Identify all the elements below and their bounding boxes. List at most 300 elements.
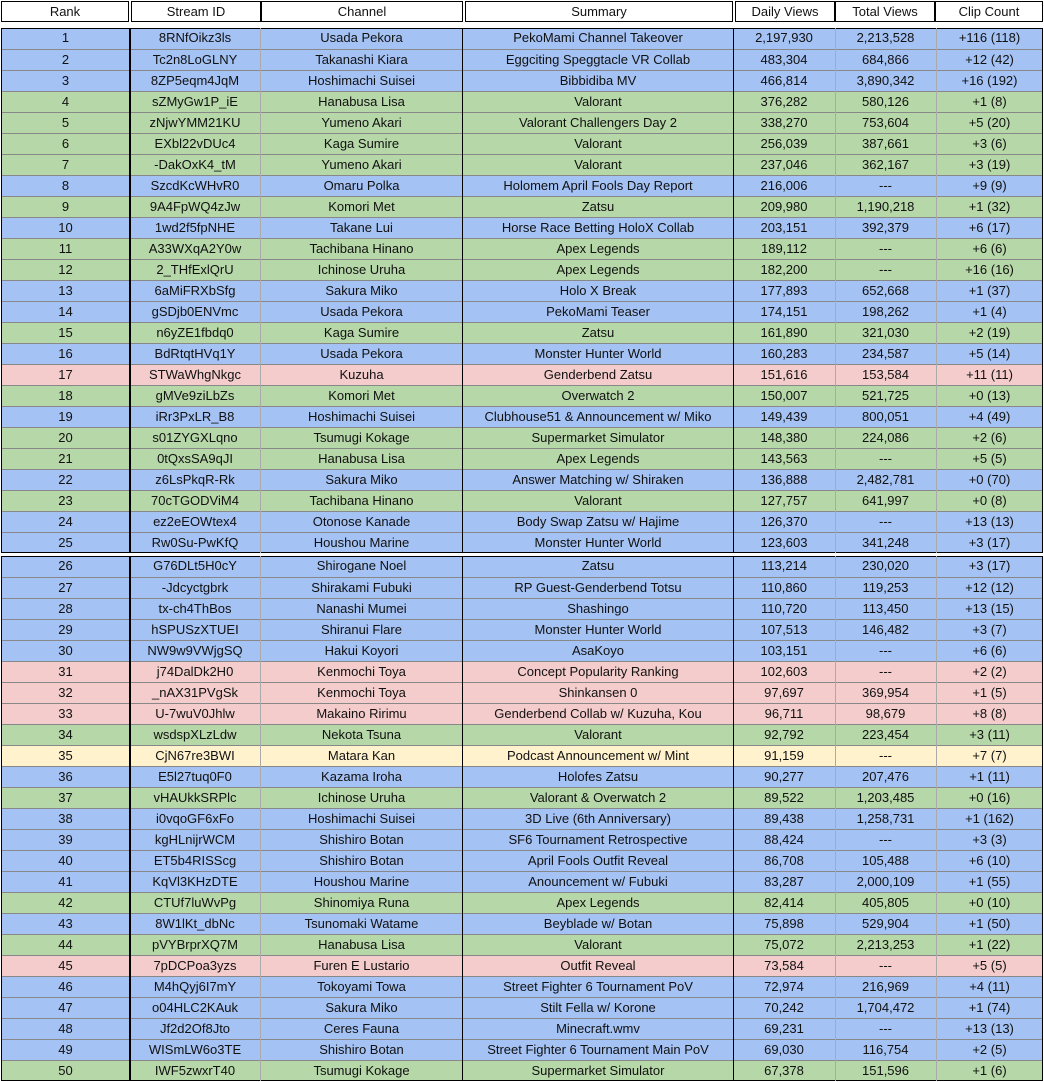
header-clip-count[interactable]: Clip Count [935, 1, 1043, 22]
table-row[interactable] [1, 343, 1043, 364]
summary-cell: SF6 Tournament Retrospective [508, 832, 688, 847]
rank-cell: 43 [58, 916, 73, 931]
rank-cell: 10 [58, 220, 73, 235]
summary-cell: PekoMami Teaser [546, 304, 650, 319]
table-row[interactable] [1, 808, 1043, 829]
clip-count-cell: +7 (7) [972, 748, 1007, 763]
daily-views-cell: 88,424 [764, 832, 804, 847]
clip-count-cell: +2 (5) [972, 1042, 1007, 1057]
channel-cell: Shirogane Noel [316, 558, 407, 573]
column-divider [936, 556, 937, 1081]
daily-views-cell: 107,513 [760, 622, 808, 637]
table-row[interactable] [1, 175, 1043, 196]
channel-cell: Furen E Lustario [313, 958, 410, 973]
daily-views-cell: 72,974 [764, 979, 804, 994]
clip-count-cell: +0 (16) [968, 790, 1011, 805]
summary-cell: RP Guest-Genderbend Totsu [514, 580, 682, 595]
table-row[interactable] [1, 619, 1043, 640]
daily-views-cell: 376,282 [760, 94, 808, 109]
channel-cell: Nanashi Mumei [316, 601, 407, 616]
table-row[interactable] [1, 682, 1043, 703]
table-row[interactable] [1, 745, 1043, 766]
stream-id-cell: pVYBrprXQ7M [152, 937, 238, 952]
rank-cell: 4 [61, 94, 70, 109]
stream-id-cell: KqVl3KHzDTE [152, 874, 238, 889]
channel-cell: Omaru Polka [323, 178, 400, 193]
clip-count-cell: +13 (15) [965, 601, 1014, 616]
stream-id-cell: kgHLnijrWCM [154, 832, 236, 847]
header-total-views[interactable]: Total Views [835, 1, 935, 22]
stream-id-cell: hSPUSzXTUEI [151, 622, 239, 637]
total-views-cell: 224,086 [862, 430, 909, 445]
daily-views-cell: 338,270 [760, 115, 808, 130]
summary-cell: Answer Matching w/ Shiraken [512, 472, 684, 487]
header-stream-id[interactable]: Stream ID [131, 1, 261, 22]
column-divider [835, 28, 836, 553]
rank-cell: 41 [58, 874, 73, 889]
table-row[interactable] [1, 427, 1043, 448]
channel-cell: Tokoyami Towa [317, 979, 406, 994]
table-row[interactable] [1, 112, 1043, 133]
total-views-cell: --- [879, 1021, 892, 1036]
total-views-cell: 151,596 [862, 1063, 909, 1078]
total-views-cell: 392,379 [862, 220, 909, 235]
daily-views-cell: 161,890 [760, 325, 808, 340]
stream-id-cell: zNjwYMM21KU [149, 115, 241, 130]
clip-count-cell: +0 (70) [968, 472, 1011, 487]
rank-cell: 46 [58, 979, 73, 994]
table-row[interactable] [1, 577, 1043, 598]
column-divider [260, 28, 261, 553]
daily-views-cell: 69,030 [764, 1042, 804, 1057]
clip-count-cell: +3 (11) [969, 727, 1010, 742]
daily-views-cell: 151,616 [760, 367, 808, 382]
header-rank[interactable]: Rank [1, 1, 129, 22]
daily-views-cell: 89,438 [764, 811, 804, 826]
table-row[interactable] [1, 934, 1043, 955]
summary-cell: Apex Legends [556, 262, 640, 277]
table-row[interactable] [1, 154, 1043, 175]
channel-cell: Kuzuha [339, 367, 384, 382]
total-views-cell: 521,725 [862, 388, 909, 403]
rank-cell: 44 [58, 937, 73, 952]
rank-cell: 13 [58, 283, 73, 298]
clip-count-cell: +1 (162) [965, 811, 1014, 826]
table-row[interactable] [1, 976, 1043, 997]
summary-cell: Valorant Challengers Day 2 [518, 115, 677, 130]
summary-cell: Monster Hunter World [534, 535, 662, 550]
rank-cell: 49 [58, 1042, 73, 1057]
stream-id-cell: 6aMiFRXbSfg [154, 283, 236, 298]
clip-count-cell: +0 (8) [972, 493, 1007, 508]
daily-views-cell: 209,980 [760, 199, 808, 214]
stream-id-cell: M4hQyj6I7mY [153, 979, 237, 994]
rank-cell: 20 [58, 430, 73, 445]
rank-cell: 16 [58, 346, 73, 361]
table-row[interactable] [1, 850, 1043, 871]
daily-views-cell: 466,814 [760, 73, 808, 88]
summary-cell: Concept Popularity Ranking [517, 664, 679, 679]
stream-id-cell: NW9w9VWjgSQ [147, 643, 243, 658]
channel-cell: Hanabusa Lisa [318, 451, 405, 466]
total-views-cell: 119,253 [862, 580, 909, 595]
table-row[interactable] [1, 406, 1043, 427]
channel-cell: Sakura Miko [325, 283, 398, 298]
stream-id-cell: -DakOxK4_tM [154, 157, 236, 172]
table-row[interactable] [1, 766, 1043, 787]
rank-cell: 9 [61, 199, 70, 214]
channel-cell: Tsumugi Kokage [313, 430, 410, 445]
daily-views-cell: 2,197,930 [755, 30, 813, 45]
channel-cell: Shishiro Botan [319, 853, 404, 868]
table-row[interactable] [1, 1060, 1043, 1081]
summary-cell: Clubhouse51 & Announcement w/ Miko [484, 409, 712, 424]
rank-cell: 33 [58, 706, 73, 721]
channel-cell: Sakura Miko [325, 472, 398, 487]
channel-cell: Matara Kan [327, 748, 396, 763]
stream-id-cell: ET5b4RISScg [153, 853, 237, 868]
table-row[interactable] [1, 1039, 1043, 1060]
rank-cell: 22 [58, 472, 73, 487]
total-views-cell: 98,679 [865, 706, 906, 721]
table-row[interactable] [1, 556, 1043, 577]
table-row[interactable] [1, 196, 1043, 217]
daily-views-cell: 82,414 [764, 895, 804, 910]
channel-cell: Hakui Koyori [324, 643, 399, 658]
daily-views-cell: 126,370 [760, 514, 808, 529]
channel-cell: Tachibana Hinano [309, 493, 414, 508]
table-row[interactable] [1, 913, 1043, 934]
daily-views-cell: 103,151 [760, 643, 808, 658]
clip-count-cell: +9 (9) [972, 178, 1007, 193]
summary-cell: Body Swap Zatsu w/ Hajime [516, 514, 680, 529]
clip-count-cell: +12 (42) [965, 52, 1014, 67]
channel-cell: Ichinose Uruha [317, 790, 406, 805]
daily-views-cell: 203,151 [760, 220, 808, 235]
daily-views-cell: 123,603 [760, 535, 808, 550]
total-views-cell: 2,482,781 [856, 472, 915, 487]
summary-cell: Anouncement w/ Fubuki [528, 874, 668, 889]
rank-cell: 18 [58, 388, 73, 403]
rank-cell: 8 [61, 178, 70, 193]
clip-count-cell: +1 (11) [969, 769, 1010, 784]
rank-cell: 3 [61, 73, 70, 88]
daily-views-cell: 113,214 [760, 558, 808, 573]
rank-cell: 32 [58, 685, 73, 700]
channel-cell: Shirakami Fubuki [311, 580, 412, 595]
stream-id-cell: WISmLW6o3TE [148, 1042, 242, 1057]
stream-id-cell: i0vqoGF6xFo [155, 811, 235, 826]
table-row[interactable] [1, 532, 1043, 553]
stream-id-cell: _nAX31PVgSk [151, 685, 238, 700]
summary-cell: Genderbend Zatsu [543, 367, 653, 382]
summary-cell: Zatsu [581, 325, 615, 340]
summary-cell: Minecraft.wmv [556, 1021, 640, 1036]
stream-id-cell: iRr3PxLR_B8 [155, 409, 235, 424]
clip-count-cell: +13 (13) [965, 1021, 1014, 1036]
channel-cell: Ceres Fauna [323, 1021, 400, 1036]
clip-count-cell: +4 (49) [968, 409, 1011, 424]
rank-cell: 12 [58, 262, 73, 277]
stream-id-cell: z6LsPkqR-Rk [155, 472, 235, 487]
total-views-cell: --- [879, 262, 892, 277]
clip-count-cell: +1 (55) [968, 874, 1011, 889]
stream-id-cell: 2_THfExlQrU [156, 262, 234, 277]
table-row[interactable] [1, 259, 1043, 280]
total-views-cell: 529,904 [862, 916, 909, 931]
stream-id-cell: -Jdcyctgbrk [161, 580, 229, 595]
channel-cell: Takane Lui [330, 220, 393, 235]
total-views-cell: 1,258,731 [856, 811, 915, 826]
summary-cell: Apex Legends [556, 895, 640, 910]
channel-cell: Tsumugi Kokage [313, 1063, 410, 1078]
table-row[interactable] [1, 217, 1043, 238]
total-views-cell: --- [879, 748, 892, 763]
table-row[interactable] [1, 490, 1043, 511]
summary-cell: Valorant [574, 94, 622, 109]
stream-id-cell: gMVe9ziLbZs [155, 388, 235, 403]
table-row[interactable] [1, 364, 1043, 385]
total-views-cell: --- [879, 178, 892, 193]
stream-id-cell: Jf2d2Of8Jto [159, 1021, 231, 1036]
table-row[interactable] [1, 955, 1043, 976]
table-row[interactable] [1, 448, 1043, 469]
summary-cell: Overwatch 2 [561, 388, 635, 403]
summary-cell: Outfit Reveal [560, 958, 636, 973]
rank-cell: 40 [58, 853, 73, 868]
daily-views-cell: 136,888 [760, 472, 808, 487]
summary-cell: Horse Race Betting HoloX Collab [501, 220, 695, 235]
summary-cell: Valorant & Overwatch 2 [529, 790, 667, 805]
summary-cell: Zatsu [581, 199, 615, 214]
stream-id-cell: tx-ch4ThBos [158, 601, 232, 616]
table-row[interactable] [1, 322, 1043, 343]
channel-cell: Hoshimachi Suisei [308, 409, 415, 424]
table-section-ranks-1-25 [1, 28, 1043, 553]
daily-views-cell: 110,860 [760, 580, 808, 595]
clip-count-cell: +1 (5) [972, 685, 1007, 700]
summary-cell: Bibbidiba MV [559, 73, 637, 88]
total-views-cell: 153,584 [862, 367, 909, 382]
daily-views-cell: 73,584 [764, 958, 804, 973]
stream-id-cell: 70cTGODViM4 [151, 493, 239, 508]
table-row[interactable] [1, 133, 1043, 154]
clip-count-cell: +5 (5) [972, 958, 1007, 973]
rank-cell: 27 [58, 580, 73, 595]
total-views-cell: 362,167 [862, 157, 909, 172]
total-views-cell: 207,476 [862, 769, 909, 784]
summary-cell: Valorant [574, 157, 622, 172]
clip-count-cell: +5 (20) [968, 115, 1011, 130]
stream-id-cell: ez2eEOWtex4 [153, 514, 237, 529]
table-row[interactable] [1, 238, 1043, 259]
table-row[interactable] [1, 385, 1043, 406]
table-row[interactable] [1, 640, 1043, 661]
total-views-cell: 321,030 [862, 325, 909, 340]
rank-cell: 50 [58, 1063, 73, 1078]
total-views-cell: 113,450 [862, 601, 909, 616]
total-views-cell: 405,805 [862, 895, 909, 910]
total-views-cell: 341,248 [862, 535, 909, 550]
clip-count-cell: +3 (7) [972, 622, 1007, 637]
table-row[interactable] [1, 724, 1043, 745]
total-views-cell: 2,213,253 [856, 937, 915, 952]
rank-cell: 7 [61, 157, 70, 172]
rank-cell: 42 [58, 895, 73, 910]
daily-views-cell: 92,792 [764, 727, 804, 742]
clip-count-cell: +12 (12) [965, 580, 1014, 595]
table-row[interactable] [1, 703, 1043, 724]
header-channel[interactable]: Channel [261, 1, 463, 22]
daily-views-cell: 110,720 [760, 601, 808, 616]
channel-cell: Hoshimachi Suisei [308, 811, 415, 826]
table-row[interactable] [1, 49, 1043, 70]
total-views-cell: 580,126 [862, 94, 909, 109]
stream-id-cell: IWF5zwxrT40 [154, 1063, 236, 1078]
daily-views-cell: 102,603 [760, 664, 808, 679]
table-row[interactable] [1, 598, 1043, 619]
header-summary[interactable]: Summary [465, 1, 733, 22]
daily-views-cell: 483,304 [760, 52, 808, 67]
channel-cell: Hoshimachi Suisei [308, 73, 415, 88]
stream-id-cell: 8W1lKt_dbNc [155, 916, 235, 931]
table-row[interactable] [1, 829, 1043, 850]
summary-cell: Holofes Zatsu [557, 769, 639, 784]
stream-id-cell: 8ZP5eqm4JqM [150, 73, 240, 88]
total-views-cell: --- [879, 958, 892, 973]
column-divider [835, 556, 836, 1081]
table-row[interactable] [1, 511, 1043, 532]
clip-count-cell: +6 (6) [972, 241, 1007, 256]
header-daily-views[interactable]: Daily Views [735, 1, 835, 22]
channel-cell: Usada Pekora [320, 304, 403, 319]
table-row[interactable] [1, 91, 1043, 112]
table-row[interactable] [1, 787, 1043, 808]
clip-count-cell: +2 (2) [972, 664, 1007, 679]
channel-cell: Tsunomaki Watame [304, 916, 419, 931]
daily-views-cell: 75,072 [764, 937, 804, 952]
rank-cell: 1 [61, 30, 70, 45]
clip-count-cell: +3 (17) [968, 535, 1011, 550]
clip-count-cell: +1 (32) [968, 199, 1011, 214]
daily-views-cell: 256,039 [760, 136, 808, 151]
total-views-cell: 105,488 [862, 853, 909, 868]
rank-cell: 15 [58, 325, 73, 340]
summary-cell: Podcast Announcement w/ Mint [506, 748, 690, 763]
daily-views-cell: 182,200 [760, 262, 808, 277]
rank-cell: 6 [61, 136, 70, 151]
total-views-cell: 387,661 [862, 136, 909, 151]
clip-count-cell: +1 (6) [972, 1063, 1007, 1078]
stream-id-cell: BdRtqtHVq1Y [154, 346, 236, 361]
summary-cell: Supermarket Simulator [531, 430, 665, 445]
summary-cell: 3D Live (6th Anniversary) [525, 811, 671, 826]
clip-count-cell: +6 (17) [968, 220, 1011, 235]
stream-id-cell: 9A4FpWQ4zJw [149, 199, 241, 214]
summary-cell: Supermarket Simulator [531, 1063, 665, 1078]
daily-views-cell: 150,007 [760, 388, 808, 403]
stream-id-cell: Tc2n8LoGLNY [152, 52, 238, 67]
stream-id-cell: 1wd2f5fpNHE [154, 220, 236, 235]
summary-cell: Valorant [574, 937, 622, 952]
rank-cell: 36 [58, 769, 73, 784]
channel-cell: Usada Pekora [320, 346, 403, 361]
total-views-cell: 753,604 [862, 115, 909, 130]
rank-cell: 48 [58, 1021, 73, 1036]
table-row[interactable] [1, 661, 1043, 682]
table-row[interactable] [1, 469, 1043, 490]
daily-views-cell: 177,893 [760, 283, 808, 298]
rank-cell: 28 [58, 601, 73, 616]
table-row[interactable] [1, 70, 1043, 91]
clip-count-cell: +4 (11) [969, 979, 1010, 994]
total-views-cell: 116,754 [862, 1042, 909, 1057]
stream-id-cell: 0tQxsSA9qJI [157, 451, 233, 466]
rank-cell: 25 [58, 535, 73, 550]
total-views-cell: 216,969 [862, 979, 909, 994]
clip-count-cell: +5 (14) [968, 346, 1011, 361]
table-row[interactable] [1, 997, 1043, 1018]
daily-views-cell: 67,378 [764, 1063, 804, 1078]
table-row[interactable] [1, 892, 1043, 913]
clip-count-cell: +11 (11) [966, 367, 1013, 382]
stream-id-cell: gSDjb0ENVmc [151, 304, 239, 319]
daily-views-cell: 69,231 [764, 1021, 804, 1036]
summary-cell: Shashingo [567, 601, 629, 616]
table-row[interactable] [1, 871, 1043, 892]
daily-views-cell: 127,757 [760, 493, 808, 508]
daily-views-cell: 149,439 [760, 409, 808, 424]
clip-count-cell: +3 (3) [972, 832, 1007, 847]
channel-cell: Tachibana Hinano [309, 241, 414, 256]
column-divider [260, 556, 261, 1081]
stream-id-cell: wsdspXLzLdw [153, 727, 237, 742]
rank-cell: 26 [58, 558, 73, 573]
clip-count-cell: +6 (10) [968, 853, 1011, 868]
stream-id-cell: CjN67re3BWI [155, 748, 235, 763]
rank-cell: 5 [61, 115, 70, 130]
table-row[interactable] [1, 28, 1043, 49]
channel-cell: Shinomiya Runa [313, 895, 410, 910]
table-row[interactable] [1, 1018, 1043, 1039]
clip-count-cell: +1 (22) [968, 937, 1011, 952]
total-views-cell: --- [879, 451, 892, 466]
stream-id-cell: o04HLC2KAuk [152, 1000, 238, 1015]
channel-cell: Komori Met [328, 388, 395, 403]
clip-count-cell: +2 (6) [972, 430, 1007, 445]
channel-cell: Yumeno Akari [321, 157, 402, 172]
channel-cell: Kenmochi Toya [317, 664, 406, 679]
clip-count-cell: +116 (118) [958, 30, 1021, 45]
rank-cell: 2 [61, 52, 70, 67]
clip-count-cell: +5 (5) [972, 451, 1007, 466]
table-row[interactable] [1, 280, 1043, 301]
rank-cell: 35 [58, 748, 73, 763]
stream-id-cell: n6yZE1fbdq0 [156, 325, 234, 340]
channel-cell: Shishiro Botan [319, 832, 404, 847]
stream-id-cell: sZMyGw1P_iE [152, 94, 238, 109]
summary-cell: Monster Hunter World [534, 346, 662, 361]
clip-count-cell: +16 (192) [961, 73, 1018, 88]
channel-cell: Makaino Ririmu [316, 706, 407, 721]
rank-cell: 23 [58, 493, 73, 508]
daily-views-cell: 75,898 [764, 916, 804, 931]
summary-cell: PekoMami Channel Takeover [513, 30, 683, 45]
stream-id-cell: A33WXqA2Y0w [148, 241, 242, 256]
table-row[interactable] [1, 301, 1043, 322]
clip-count-cell: +13 (13) [965, 514, 1014, 529]
summary-cell: Valorant [574, 493, 622, 508]
